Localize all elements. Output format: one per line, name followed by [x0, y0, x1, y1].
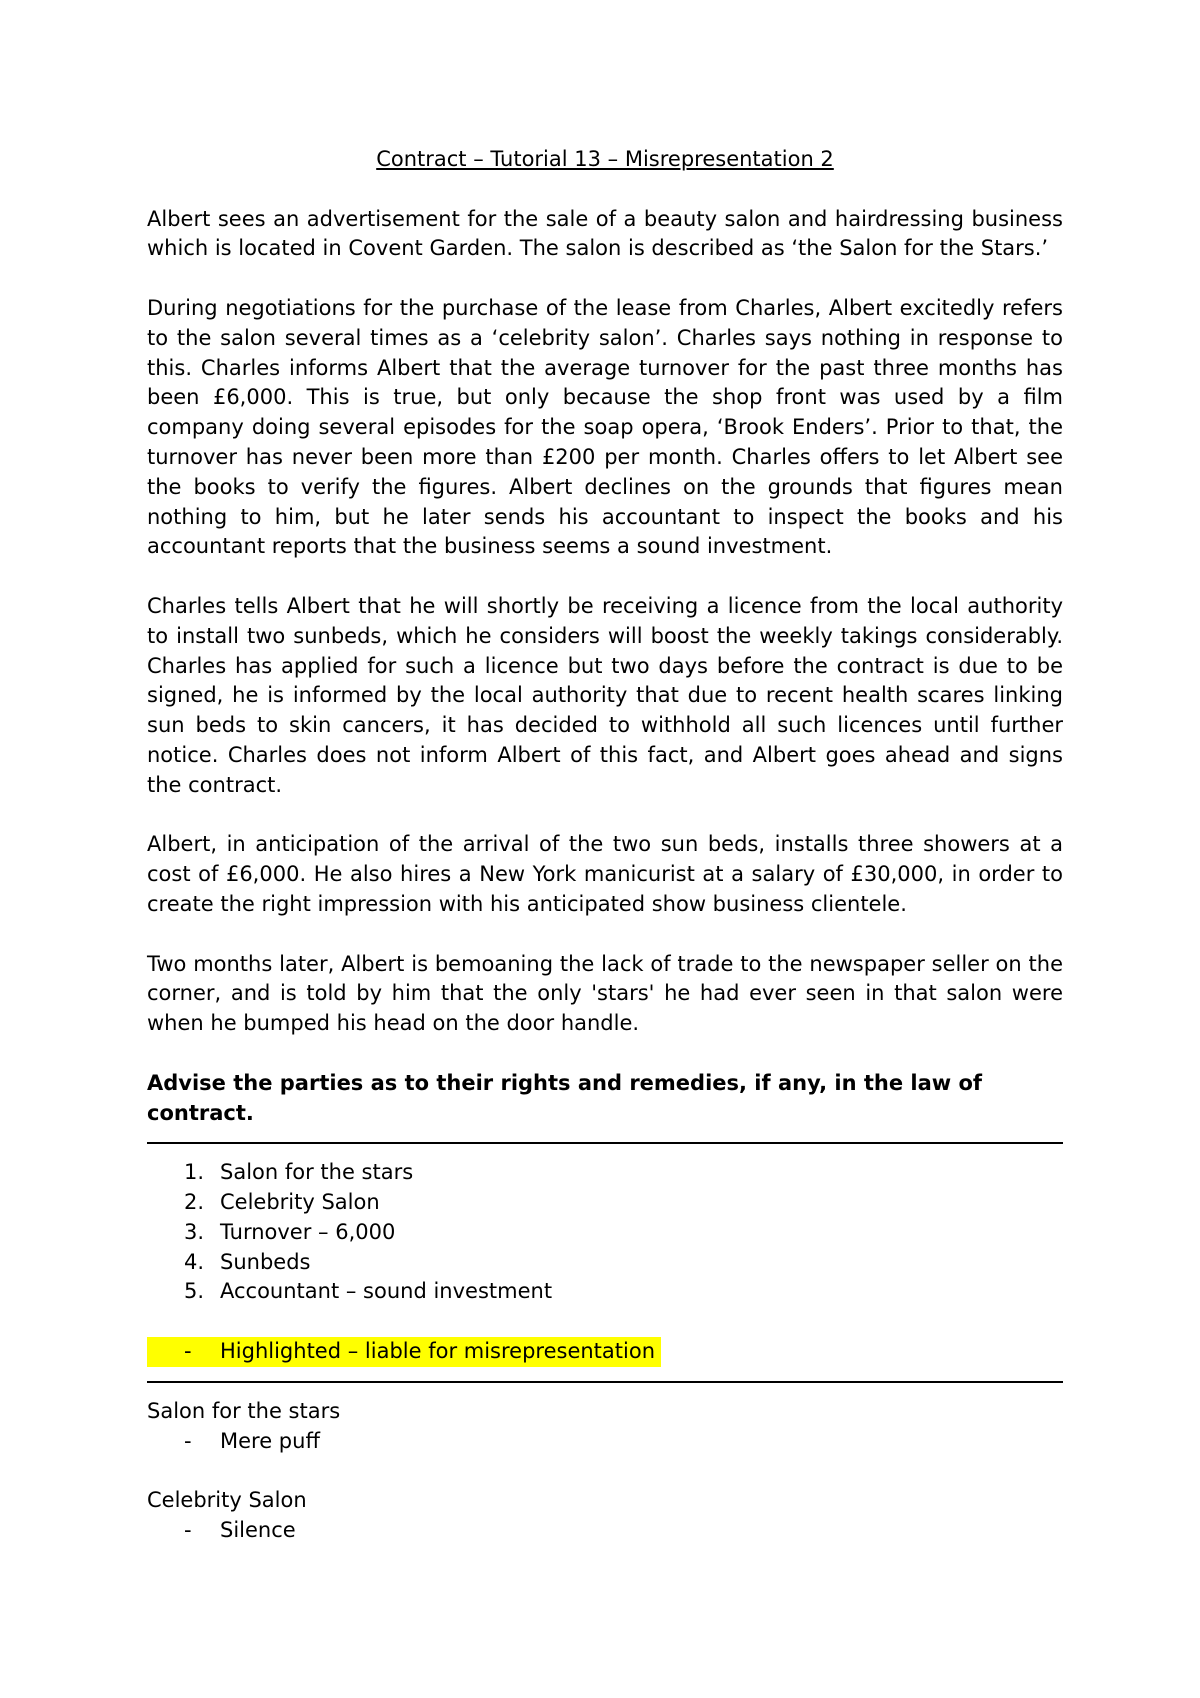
list-item-text: Accountant – sound investment [220, 1279, 553, 1304]
section-heading: Salon for the stars [147, 1398, 341, 1423]
spacer [147, 1144, 1063, 1158]
list-item [147, 1277, 1063, 1307]
spacer [147, 801, 1063, 831]
spacer [147, 1039, 1063, 1069]
list-item-text: Celebrity Salon [220, 1190, 380, 1215]
section-point [147, 1516, 1063, 1546]
paragraph-3: Charles tells Albert that he will shortly be receiving a licence from the local authority to install two sunbeds, which he considers will boost the weekly takings considerably. Charles has applied for such a licence but two days before the contract is due to be signed, he is informed by the local authority that due to recent health scares linking sun beds to skin cancers, it has decided to withhold all such licences until further notice. Charles does not inform Albert of this fact, and Albert goes ahead and signs the contract. [147, 593, 1063, 797]
spacer [147, 1307, 1063, 1337]
list-number: 5. [184, 1279, 205, 1304]
paragraph-1: Albert sees an advertisement for the sale of a beauty salon and hairdressing business which is located in Covent Garden. The salon is described as ‘the Salon for the Stars.’ [147, 206, 1063, 261]
spacer [147, 264, 1063, 294]
section-point [147, 1427, 1063, 1457]
question-text: Advise the parties as to their rights and remedies, if any, in the law of contract. [147, 1070, 983, 1125]
paragraph-2: During negotiations for the purchase of the lease from Charles, Albert excitedly refers to the salon several times as a ‘celebrity salon’. Charles says nothing in response to this. Charles informs Albert that the average turnover for the past three months has been £6,000. This is true, but only because the shop front was used by a film company doing several episodes for the soap opera, ‘Brook Enders’. Prior to that, the turnover has never been more than £200 per month. Charles offers to let Albert see the books to verify the figures. Albert declines on the grounds that figures mean nothing to him, but he later sends his accountant to inspect the books and his accountant reports that the business seems a sound investment. [147, 295, 1063, 559]
list-number: 3. [184, 1219, 205, 1244]
list-item-text: Sunbeds [220, 1249, 311, 1274]
list-item [147, 1158, 1063, 1188]
section-heading: Celebrity Salon [147, 1488, 307, 1513]
spacer [147, 1456, 1063, 1486]
dash-bullet: - [184, 1518, 192, 1543]
list-number: 2. [184, 1190, 205, 1215]
highlight-marker [147, 1337, 661, 1367]
dash-bullet: - [184, 1428, 192, 1453]
highlight-text: Highlighted – liable for misrepresentation [220, 1339, 656, 1364]
section-point-text: Mere puff [220, 1428, 320, 1453]
spacer [147, 920, 1063, 950]
paragraph-4: Albert, in anticipation of the arrival of the two sun beds, installs three showers at a cost of £6,000. He also hires a New York manicurist at a salary of £30,000, in order to create the right impression with his anticipated show business clientele. [147, 832, 1063, 916]
list-item-text: Salon for the stars [220, 1160, 414, 1185]
paragraph-5: Two months later, Albert is bemoaning the lack of trade to the newspaper seller on the corner, and is told by him that the only 'stars' he had ever seen in that salon were when he bumped his head on the door handle. [147, 951, 1063, 1036]
spacer [147, 1367, 1063, 1381]
list-item [147, 1188, 1063, 1218]
section-point-text: Silence [220, 1518, 296, 1543]
list-number: 1. [184, 1160, 205, 1185]
spacer [147, 562, 1063, 592]
list-number: 4. [184, 1249, 205, 1274]
spacer [147, 1383, 1063, 1397]
dash-bullet: - [184, 1339, 192, 1364]
spacer [147, 1128, 1063, 1142]
list-item [147, 1218, 1063, 1248]
issues-list [147, 1158, 1063, 1307]
spacer [147, 175, 1063, 205]
document-page [147, 145, 1063, 1546]
document-title: Contract – Tutorial 13 – Misrepresentation 2 [376, 147, 834, 171]
list-item-text: Turnover – 6,000 [220, 1219, 396, 1244]
highlight-note [147, 1337, 1063, 1367]
list-item [147, 1248, 1063, 1278]
